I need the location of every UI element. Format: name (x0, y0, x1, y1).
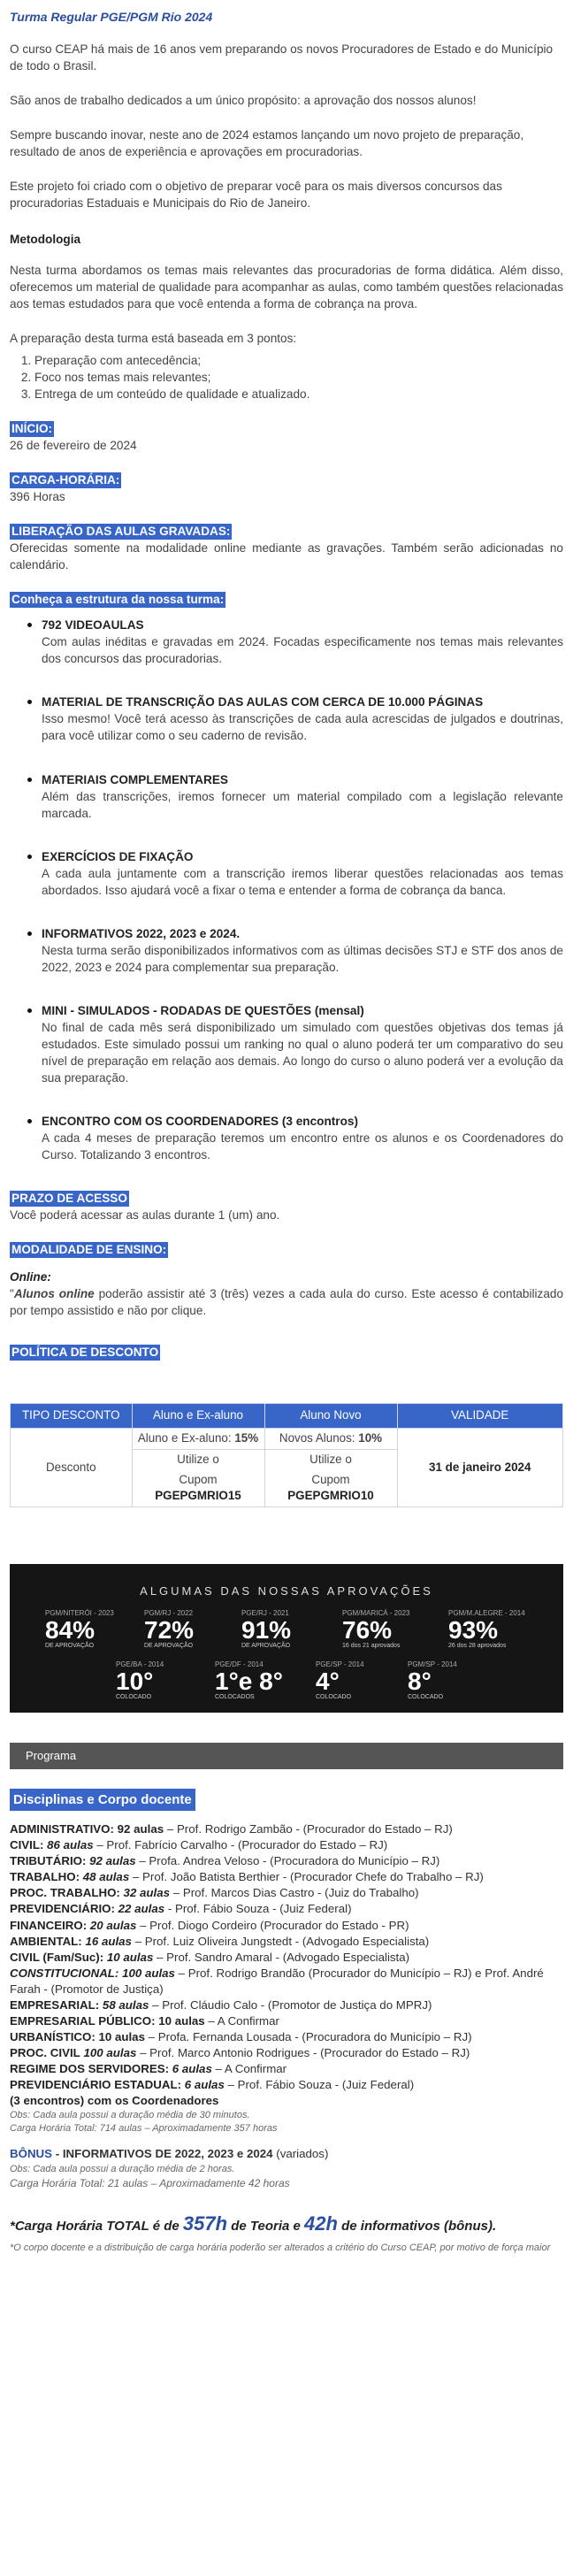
stat-number: 76% (342, 1616, 393, 1644)
intro-p2: São anos de trabalho dedicados a um único propósito: a aprovação dos nossos alunos! (10, 93, 477, 107)
stat-item (316, 1660, 364, 1701)
stat-number: 1°e 8° (215, 1668, 283, 1696)
disc-obs: Obs: Cada aula possui a duração média de 30 minutos. (10, 2110, 250, 2121)
bonus-block (10, 2146, 563, 2191)
feature-title: MATERIAIS COMPLEMENTARES (42, 772, 228, 786)
list-item (10, 1950, 563, 1966)
list-item (42, 925, 563, 976)
disc-aulas: 86 aulas (47, 1838, 94, 1852)
disc-prof: – Prof. Diogo Cordeiro (Procurador do Estado - PR) (136, 1918, 409, 1932)
feature-desc: A cada aula juntamente com a transcrição iremos liberar questões relacionadas aos temas abordados. Isso ajudará você a fixar o tema e entender a forma de cobrança da banca. (42, 866, 563, 897)
disc-prof: – Prof. Marco Antonio Rodrigues - (Procurador do Estado – RJ) (136, 2046, 470, 2060)
disc-aulas: 58 aulas (102, 1997, 149, 2012)
list-item (10, 2045, 563, 2061)
stat-label: PGE/DF - 2014 (215, 1660, 264, 1669)
intro-p1: O curso CEAP há mais de 16 anos vem preparando os novos Procuradores de Estado e do Município de todo o Brasil. (10, 42, 554, 73)
stat-number: 93% (448, 1616, 499, 1644)
bonus-title: - INFORMATIVOS DE 2022, 2023 e 2024 (52, 2147, 273, 2161)
list-item (42, 848, 563, 899)
disc-name: PREVIDENCIÁRIO: (10, 1902, 115, 1916)
feature-title: 792 VIDEOAULAS (42, 618, 144, 632)
feature-title: EXERCÍCIOS DE FIXAÇÃO (42, 849, 194, 863)
table-header: Aluno Novo (264, 1404, 397, 1429)
disc-aulas: 6 aulas (172, 2062, 212, 2076)
list-item (42, 617, 563, 667)
disc-aulas: 92 aulas (117, 1822, 164, 1836)
pct-label: Novos Alunos: (279, 1431, 359, 1445)
disc-name: AMBIENTAL: (10, 1934, 82, 1948)
disc-prof: – Prof. Sandro Amaral - (Advogado Especialista) (153, 1950, 410, 1964)
prazo-block (10, 1190, 563, 1223)
stat-number: 84% (45, 1616, 96, 1644)
list-item (10, 1918, 563, 1934)
disc-prof: – Profa. Andrea Veloso - (Procuradora do Município – RJ) (135, 1854, 440, 1868)
disc-aulas: 100 aulas (122, 1966, 175, 1980)
politica-label: POLÍTICA DE DESCONTO (11, 1346, 159, 1360)
bonus-line (10, 2146, 563, 2163)
stat-label: PGM/SP - 2014 (408, 1660, 457, 1669)
table-cell (264, 1470, 397, 1507)
stat-number: 8° (408, 1668, 432, 1696)
liberacao-value: Oferecidas somente na modalidade online mediante as gravações. Também serão adicionadas no calendário. (10, 541, 563, 572)
bonus-label: BÔNUS (10, 2147, 53, 2161)
disc-prof: – Prof. Fábio Souza - (Juiz Federal) (224, 2078, 415, 2092)
disc-name: TRABALHO: (10, 1870, 80, 1884)
prazo-label: PRAZO DE ACESSO (11, 1192, 127, 1206)
cupom-label: Cupom (179, 1472, 218, 1486)
stat-label: PGM/MARICÁ - 2023 (342, 1609, 410, 1618)
disc-name: FINANCEIRO: (10, 1918, 88, 1932)
disc-prof: – A Confirmar (211, 2062, 287, 2076)
pct-value: 10% (358, 1431, 383, 1445)
ponto-item: 2. Foco nos temas mais relevantes; (34, 369, 563, 386)
disc-name: EMPRESARIAL: (10, 1997, 100, 2012)
stat-label: PGM/M.ALEGRE - 2014 (448, 1609, 525, 1618)
page-title: Turma Regular PGE/PGM Rio 2024 (10, 10, 213, 24)
table-cell: Utilize o (132, 1449, 264, 1469)
stat-label: PGM/RJ - 2022 (144, 1609, 194, 1618)
list-item (42, 1002, 563, 1086)
list-item (10, 2013, 563, 2029)
feature-desc: Nesta turma serão disponibilizados informativos com as últimas decisões STJ e STF dos anos de 2022, 2023 e 2024 para complementar sua preparação. (42, 943, 563, 974)
list-item (10, 1901, 563, 1917)
disc-name: URBANÍSTICO: (10, 2030, 96, 2044)
feature-title: ENCONTRO COM OS COORDENADORES (3 encontros) (42, 1114, 358, 1128)
table-row (11, 1429, 563, 1450)
stat-item (448, 1608, 525, 1650)
table-header: VALIDADE (397, 1404, 563, 1429)
ponto-item: 1. Preparação com antecedência; (34, 352, 563, 369)
total-pre: *Carga Horária TOTAL é de (10, 2219, 183, 2235)
modalidade-text: "Alunos online poderão assistir até 3 (três) vezes a cada aula do curso. Este acesso é contabilizado por tempo assistido e não por clique. (10, 1287, 564, 1318)
feature-desc: A cada 4 meses de preparação teremos um encontro entre os alunos e os Coordenadores do Curso. Totalizando 3 encontros. (42, 1131, 563, 1162)
disc-prof: - Prof. Fábio Souza - (Juiz Federal) (164, 1902, 352, 1916)
disc-aulas: 32 aulas (123, 1886, 171, 1900)
feature-title: INFORMATIVOS 2022, 2023 e 2024. (42, 926, 241, 940)
disc-prof: – Prof. Rodrigo Brandão (Procurador do Município – RJ) e Prof. André Farah - (Promotor de Justiça) (10, 1966, 544, 1996)
modalidade-label: MODALIDADE DE ENSINO: (11, 1243, 167, 1257)
table-cell (132, 1429, 264, 1450)
liberacao-label: LIBERAÇÃO DAS AULAS GRAVADAS: (11, 525, 231, 539)
disc-name: TRIBUTÁRIO: (10, 1854, 87, 1868)
disc-prof: – Prof. Fabrício Carvalho - (Procurador do Estado – RJ) (93, 1838, 388, 1852)
table-cell-validade: 31 de janeiro 2024 (397, 1429, 563, 1507)
list-item (10, 1853, 563, 1869)
prazo-value: Você poderá acessar as aulas durante 1 (um) ano. (10, 1208, 280, 1223)
feature-desc: Com aulas inéditas e gravadas em 2024. Focadas especificamente nos temas mais relevantes dos concursos das procuradorias. (42, 635, 563, 666)
disc-prof: – Prof. Cláudio Calo - (Promotor de Justiça do MPRJ) (149, 1997, 432, 2012)
total-line (10, 2211, 563, 2238)
list-item (10, 2093, 563, 2109)
feature-title: MATERIAL DE TRANSCRIÇÃO DAS AULAS COM CERCA DE 10.000 PÁGINAS (42, 695, 484, 709)
modalidade-block (10, 1241, 563, 1319)
stat-item (342, 1608, 409, 1650)
stat-item (116, 1660, 164, 1701)
feature-title: MINI - SIMULADOS - RODADAS DE QUESTÕES (mensal) (42, 1003, 364, 1017)
stat-number: 10° (116, 1668, 154, 1696)
disc-name: CONSTITUCIONAL: (10, 1966, 119, 1980)
feature-desc: No final de cada mês será disponibilizado um simulado com questões objetivas dos temas já estudados. Este simulado possui um ranking no qual o aluno poderá ter um comparativo do seu nível de preparação em relação aos demais. Ao longo do curso o aluno poderá ver a evolução da sua preparação. (42, 1020, 563, 1085)
inicio-block (10, 420, 563, 454)
list-item (42, 694, 563, 744)
stat-sub: DE APROVAÇÃO (241, 1643, 291, 1650)
total-hours-bonus: 42h (304, 2212, 338, 2235)
cupom-code: PGEPGMRIO10 (287, 1489, 374, 1503)
list-item (10, 2077, 563, 2093)
disc-aulas: 10 aulas (106, 1950, 154, 1964)
stat-label: PGE/BA - 2014 (116, 1660, 164, 1669)
stat-item (45, 1608, 114, 1650)
disc-aulas: 100 aulas (83, 2046, 137, 2060)
disc-aulas: 48 aulas (82, 1870, 130, 1884)
stat-number: 72% (144, 1616, 195, 1644)
programa-tab[interactable]: Programa (10, 1743, 563, 1769)
total-post: de informativos (bônus). (337, 2219, 497, 2235)
list-item (10, 2029, 563, 2045)
list-item (10, 1966, 563, 1997)
stat-sub: 16 dos 21 aprovados (342, 1643, 401, 1650)
list-item (10, 1821, 563, 1837)
pontos-intro: A preparação desta turma está baseada em 3 pontos: (10, 331, 297, 345)
disc-name: REGIME DOS SERVIDORES: (10, 2062, 170, 2076)
total-mid: de Teoria e (227, 2219, 305, 2235)
disc-encontros: (3 encontros) com os Coordenadores (10, 2094, 219, 2108)
disc-prof: – Prof. Marcos Dias Castro - (Juiz do Trabalho) (170, 1886, 419, 1900)
bonus-obs: Obs: Cada aula possui a duração média de 2 horas. (10, 2164, 235, 2174)
discount-table (10, 1403, 563, 1507)
disc-name: ADMINISTRATIVO: (10, 1822, 114, 1836)
disc-aulas: 6 aulas (184, 2078, 225, 2092)
table-cell: Utilize o (264, 1449, 397, 1469)
disc-prof: – A Confirmar (204, 2014, 279, 2028)
modalidade-text-bold: Alunos online (13, 1287, 95, 1301)
bonus-carga: Carga Horária Total: 21 aulas – Aproximadamente 42 horas (10, 2177, 290, 2190)
metodologia-text: Nesta turma abordamos os temas mais relevantes das procuradorias de forma didática. Além disso, oferecemos um material de qualidade para acompanhar as aulas, como também questões relacionadas aos temas estudados para que você entenda a forma de cobrança na prova. (10, 263, 563, 310)
metodologia-title: Metodologia (10, 232, 81, 246)
disc-name: PREVIDENCIÁRIO ESTADUAL: (10, 2078, 182, 2092)
disciplinas-title: Disciplinas e Corpo docente (10, 1789, 195, 1811)
disc-prof: – Prof. Luiz Oliveira Jungstedt - (Advogado Especialista) (131, 1934, 430, 1948)
stat-number: 91% (241, 1616, 292, 1644)
disc-prof: – Prof. João Batista Berthier - (Procurador Chefe do Trabalho – RJ) (129, 1870, 484, 1884)
stat-sub: 26 dos 28 aprovados (448, 1643, 507, 1650)
footnote: *O corpo docente e a distribuição de carga horária poderão ser alterados a critério do Curso CEAP, por motivo de força maior (10, 2242, 551, 2253)
carga-block (10, 472, 563, 505)
disc-name: PROC. TRABALHO: (10, 1886, 120, 1900)
cupom-code: PGEPGMRIO15 (155, 1489, 241, 1503)
list-item (10, 1934, 563, 1950)
disc-name: PROC. CIVIL (10, 2046, 80, 2060)
disc-aulas: 16 aulas (85, 1934, 132, 1948)
list-item (10, 1869, 563, 1885)
stat-label: PGM/NITERÓI - 2023 (45, 1609, 114, 1618)
stat-sub: COLOCADO (316, 1694, 352, 1701)
cupom-label: Cupom (311, 1472, 350, 1486)
intro-p4: Este projeto foi criado com o objetivo de preparar você para os mais diversos concursos das procuradorias Estaduais e Municipais do Rio de Janeiro. (10, 179, 502, 210)
stat-number: 4° (316, 1668, 340, 1696)
stat-sub: DE APROVAÇÃO (144, 1643, 194, 1650)
stat-item (144, 1608, 194, 1650)
disc-aulas: 22 aulas (118, 1902, 165, 1916)
list-item (42, 771, 563, 822)
stat-item (241, 1608, 291, 1650)
ponto-item: 3. Entrega de um conteúdo de qualidade e atualizado. (34, 386, 563, 402)
stat-item (215, 1660, 283, 1701)
disc-prof: – Profa. Fernanda Lousada - (Procuradora do Município – RJ) (144, 2030, 472, 2044)
stat-item (408, 1660, 457, 1701)
table-header-row (11, 1404, 563, 1429)
inicio-value: 26 de fevereiro de 2024 (10, 439, 137, 453)
table-cell-tipo: Desconto (11, 1429, 133, 1507)
list-item (10, 1997, 563, 2013)
disc-aulas: 20 aulas (89, 1918, 137, 1932)
disc-name: CIVIL: (10, 1838, 44, 1852)
table-header: TIPO DESCONTO (11, 1404, 133, 1429)
stat-label: PGE/SP - 2014 (316, 1660, 364, 1669)
stat-sub: COLOCADO (116, 1694, 152, 1701)
aprovacoes-banner (10, 1564, 563, 1713)
disc-prof: – Prof. Rodrigo Zambão - (Procurador do Estado – RJ) (164, 1822, 453, 1836)
table-cell (132, 1470, 264, 1507)
disc-carga-total: Carga Horária Total: 714 aulas – Aproximadamente 357 horas (10, 2123, 278, 2135)
total-hours-teoria: 357h (182, 2212, 228, 2235)
disc-aulas: 10 aulas (158, 2014, 205, 2028)
feature-desc: Além das transcrições, iremos fornecer um material compilado com a legislação relevante marcada. (42, 789, 563, 820)
disc-name: EMPRESARIAL PÚBLICO: (10, 2014, 156, 2028)
banner-title: ALGUMAS DAS NOSSAS APROVAÇÕES (140, 1584, 433, 1598)
intro-p3: Sempre buscando inovar, neste ano de 2024 estamos lançando um novo projeto de preparação, resultado de anos de experiência e aprovações em procuradorias. (10, 127, 524, 158)
list-item (10, 2061, 563, 2077)
list-item (10, 1837, 563, 1853)
modalidade-online: Online: (10, 1270, 51, 1284)
inicio-label: INÍCIO: (11, 422, 53, 436)
disc-aulas: 10 aulas (98, 2030, 145, 2044)
pct-value: 15% (234, 1431, 259, 1445)
liberacao-block (10, 523, 563, 573)
list-item (42, 1113, 563, 1163)
pct-label: Aluno e Ex-aluno: (137, 1431, 235, 1445)
stat-sub: COLOCADOS (215, 1694, 255, 1701)
disc-name: CIVIL (Fam/Suc): (10, 1950, 104, 1964)
politica-block (10, 1344, 563, 1361)
stat-sub: DE APROVAÇÃO (45, 1643, 95, 1650)
feature-desc: Isso mesmo! Você terá acesso às transcrições de cada aula acrescidas de julgados e doutrinas, para você utilizar como o seu caderno de revisão. (42, 712, 563, 743)
disciplinas-list (10, 1821, 563, 2135)
disc-aulas: 92 aulas (89, 1854, 136, 1868)
estrutura-list (10, 617, 563, 1163)
pontos-list (10, 352, 563, 402)
list-item (10, 1885, 563, 1901)
estrutura-label: Conheça a estrutura da nossa turma: (11, 593, 225, 607)
estrutura-block (10, 591, 563, 1163)
table-header: Aluno e Ex-aluno (132, 1404, 264, 1429)
carga-value: 396 Horas (10, 490, 65, 504)
bonus-text: (variados) (272, 2147, 329, 2161)
stat-label: PGE/RJ - 2021 (241, 1609, 289, 1618)
stat-sub: COLOCADO (408, 1694, 444, 1701)
modalidade-text-rest: poderão assistir até 3 (três) vezes a cada aula do curso. Este acesso é contabilizado por tempo assistido e não por clique. (10, 1287, 564, 1318)
table-cell (264, 1429, 397, 1450)
carga-label: CARGA-HORÁRIA: (11, 473, 120, 487)
